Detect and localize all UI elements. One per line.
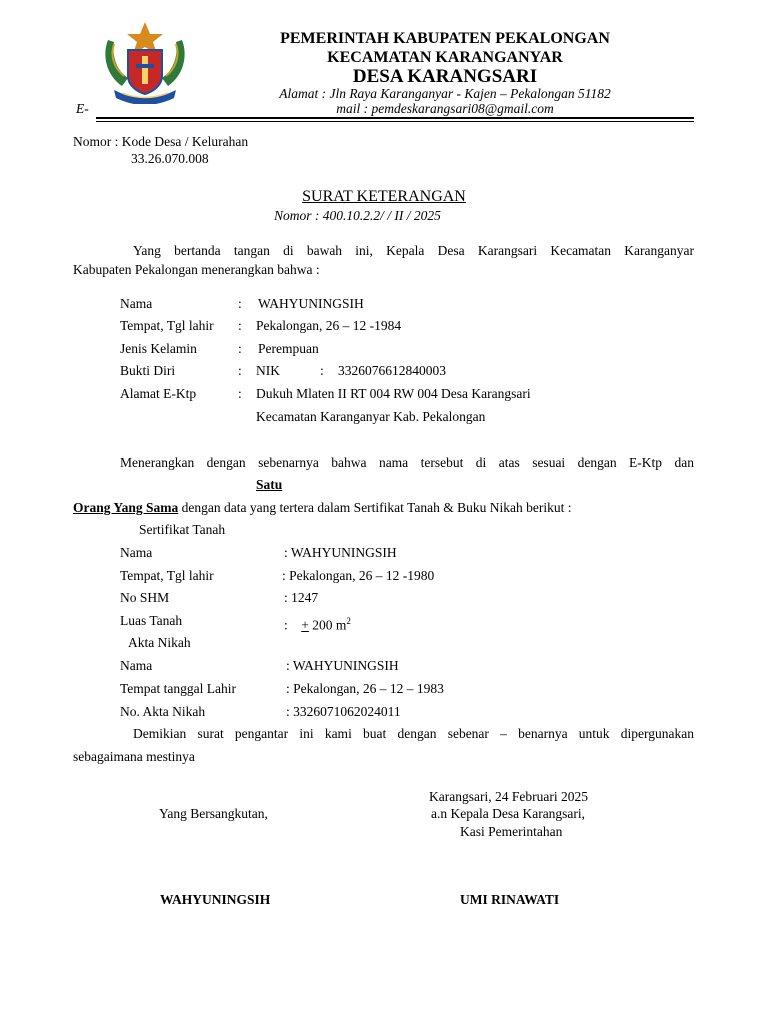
statement-line2-rest: dengan data yang tertera dalam Sertifikat Tanah & Buku Nikah berikut :: [178, 500, 572, 515]
person-birth-label: Tempat, Tgl lahir: [120, 318, 214, 333]
person-address-line1: Dukuh Mlaten II RT 004 RW 004 Desa Karangsari: [256, 386, 531, 401]
letterhead-email: mail : pemdeskarangsari08@gmail.com: [336, 101, 554, 116]
letterhead-email-prefix: E-: [76, 101, 89, 116]
statement-line2: [73, 500, 571, 516]
village-code-value: 33.26.070.008: [131, 151, 209, 166]
closing-line2: sebagaimana mestinya: [73, 749, 195, 764]
marriage-name-value: : WAHYUNINGSIH: [286, 658, 399, 673]
marriage-birth-value: : Pekalongan, 26 – 12 – 1983: [286, 681, 444, 696]
person-name-colon: :: [238, 296, 242, 311]
statement-same-person: Orang Yang Sama: [73, 500, 179, 515]
certificate-heading: Sertifikat Tanah: [139, 522, 226, 537]
certificate-area-label: Luas Tanah: [120, 613, 183, 628]
regency-emblem-icon: [100, 20, 190, 104]
letterhead-line1: PEMERINTAH KABUPATEN PEKALONGAN: [280, 30, 610, 47]
village-code-label: Nomor : Kode Desa / Kelurahan: [73, 134, 249, 149]
person-id-colon2: :: [320, 363, 324, 378]
document-number: Nomor : 400.10.2.2/ / II / 2025: [274, 208, 441, 223]
marriage-birth-label: Tempat tanggal Lahir: [120, 681, 237, 696]
person-nik-value: 3326076612840003: [338, 363, 446, 378]
marriage-name-label: Nama: [120, 658, 153, 673]
letterhead-rule-thin: [96, 121, 694, 122]
signature-right-name: UMI RINAWATI: [460, 892, 560, 907]
certificate-area-colon: :: [284, 617, 288, 633]
signature-place-date: Karangsari, 24 Februari 2025: [429, 789, 588, 804]
certificate-shm-label: No SHM: [120, 590, 170, 605]
person-gender-colon: :: [238, 341, 242, 356]
signature-left-title: Yang Bersangkutan,: [159, 806, 268, 821]
statement-satu: Satu: [256, 477, 283, 492]
signature-right-title1: a.n Kepala Desa Karangsari,: [431, 806, 586, 821]
person-address-line2: Kecamatan Karanganyar Kab. Pekalongan: [256, 409, 486, 424]
letterhead-address: Alamat : Jln Raya Karanganyar - Kajen – Pekalongan 51182: [279, 86, 611, 101]
person-id-colon: :: [238, 363, 242, 378]
certificate-area-amount: 200 m: [308, 617, 347, 633]
letterhead-rule: [96, 117, 694, 119]
marriage-deed-label: No. Akta Nikah: [120, 704, 206, 719]
certificate-birth-label: Tempat, Tgl lahir: [120, 568, 214, 583]
person-birth-value: Pekalongan, 26 – 12 -1984: [256, 318, 402, 333]
person-id-label: Bukti Diri: [120, 363, 176, 378]
person-birth-colon: :: [238, 318, 242, 333]
marriage-deed-value: : 3326071062024011: [286, 704, 401, 719]
person-gender-value: Perempuan: [258, 341, 319, 356]
intro-line2: Kabupaten Pekalongan menerangkan bahwa :: [73, 262, 320, 277]
person-address-label: Alamat E-Ktp: [120, 386, 197, 401]
person-address-colon: :: [238, 386, 242, 401]
plus-minus-sign: +: [301, 617, 309, 633]
intro-line1: Yang bertanda tangan di bawah ini, Kepala Desa Karangsari Kecamatan Karanganyar: [133, 243, 694, 258]
document-title: SURAT KETERANGAN: [302, 188, 466, 205]
certificate-birth-value: : Pekalongan, 26 – 12 -1980: [282, 568, 435, 583]
closing-line1: Demikian surat pengantar ini kami buat dengan sebenar – benarnya untuk dipergunakan: [133, 726, 694, 741]
certificate-area-value: [284, 613, 351, 634]
person-gender-label: Jenis Kelamin: [120, 341, 197, 356]
certificate-name-value: : WAHYUNINGSIH: [284, 545, 397, 560]
letterhead-line2: KECAMATAN KARANGANYAR: [327, 49, 563, 66]
signature-left-name: WAHYUNINGSIH: [160, 892, 271, 907]
letterhead-line3: DESA KARANGSARI: [352, 66, 538, 87]
certificate-area-sup: 2: [346, 616, 351, 626]
person-id-type: NIK: [256, 363, 280, 378]
person-name-label: Nama: [120, 296, 153, 311]
marriage-heading: Akta Nikah: [128, 635, 191, 650]
certificate-shm-value: : 1247: [284, 590, 319, 605]
certificate-name-label: Nama: [120, 545, 153, 560]
person-name-value: WAHYUNINGSIH: [258, 296, 364, 311]
signature-right-title2: Kasi Pemerintahan: [460, 824, 563, 839]
statement-line1: Menerangkan dengan sebenarnya bahwa nama tersebut di atas sesuai dengan E-Ktp dan: [120, 455, 694, 470]
